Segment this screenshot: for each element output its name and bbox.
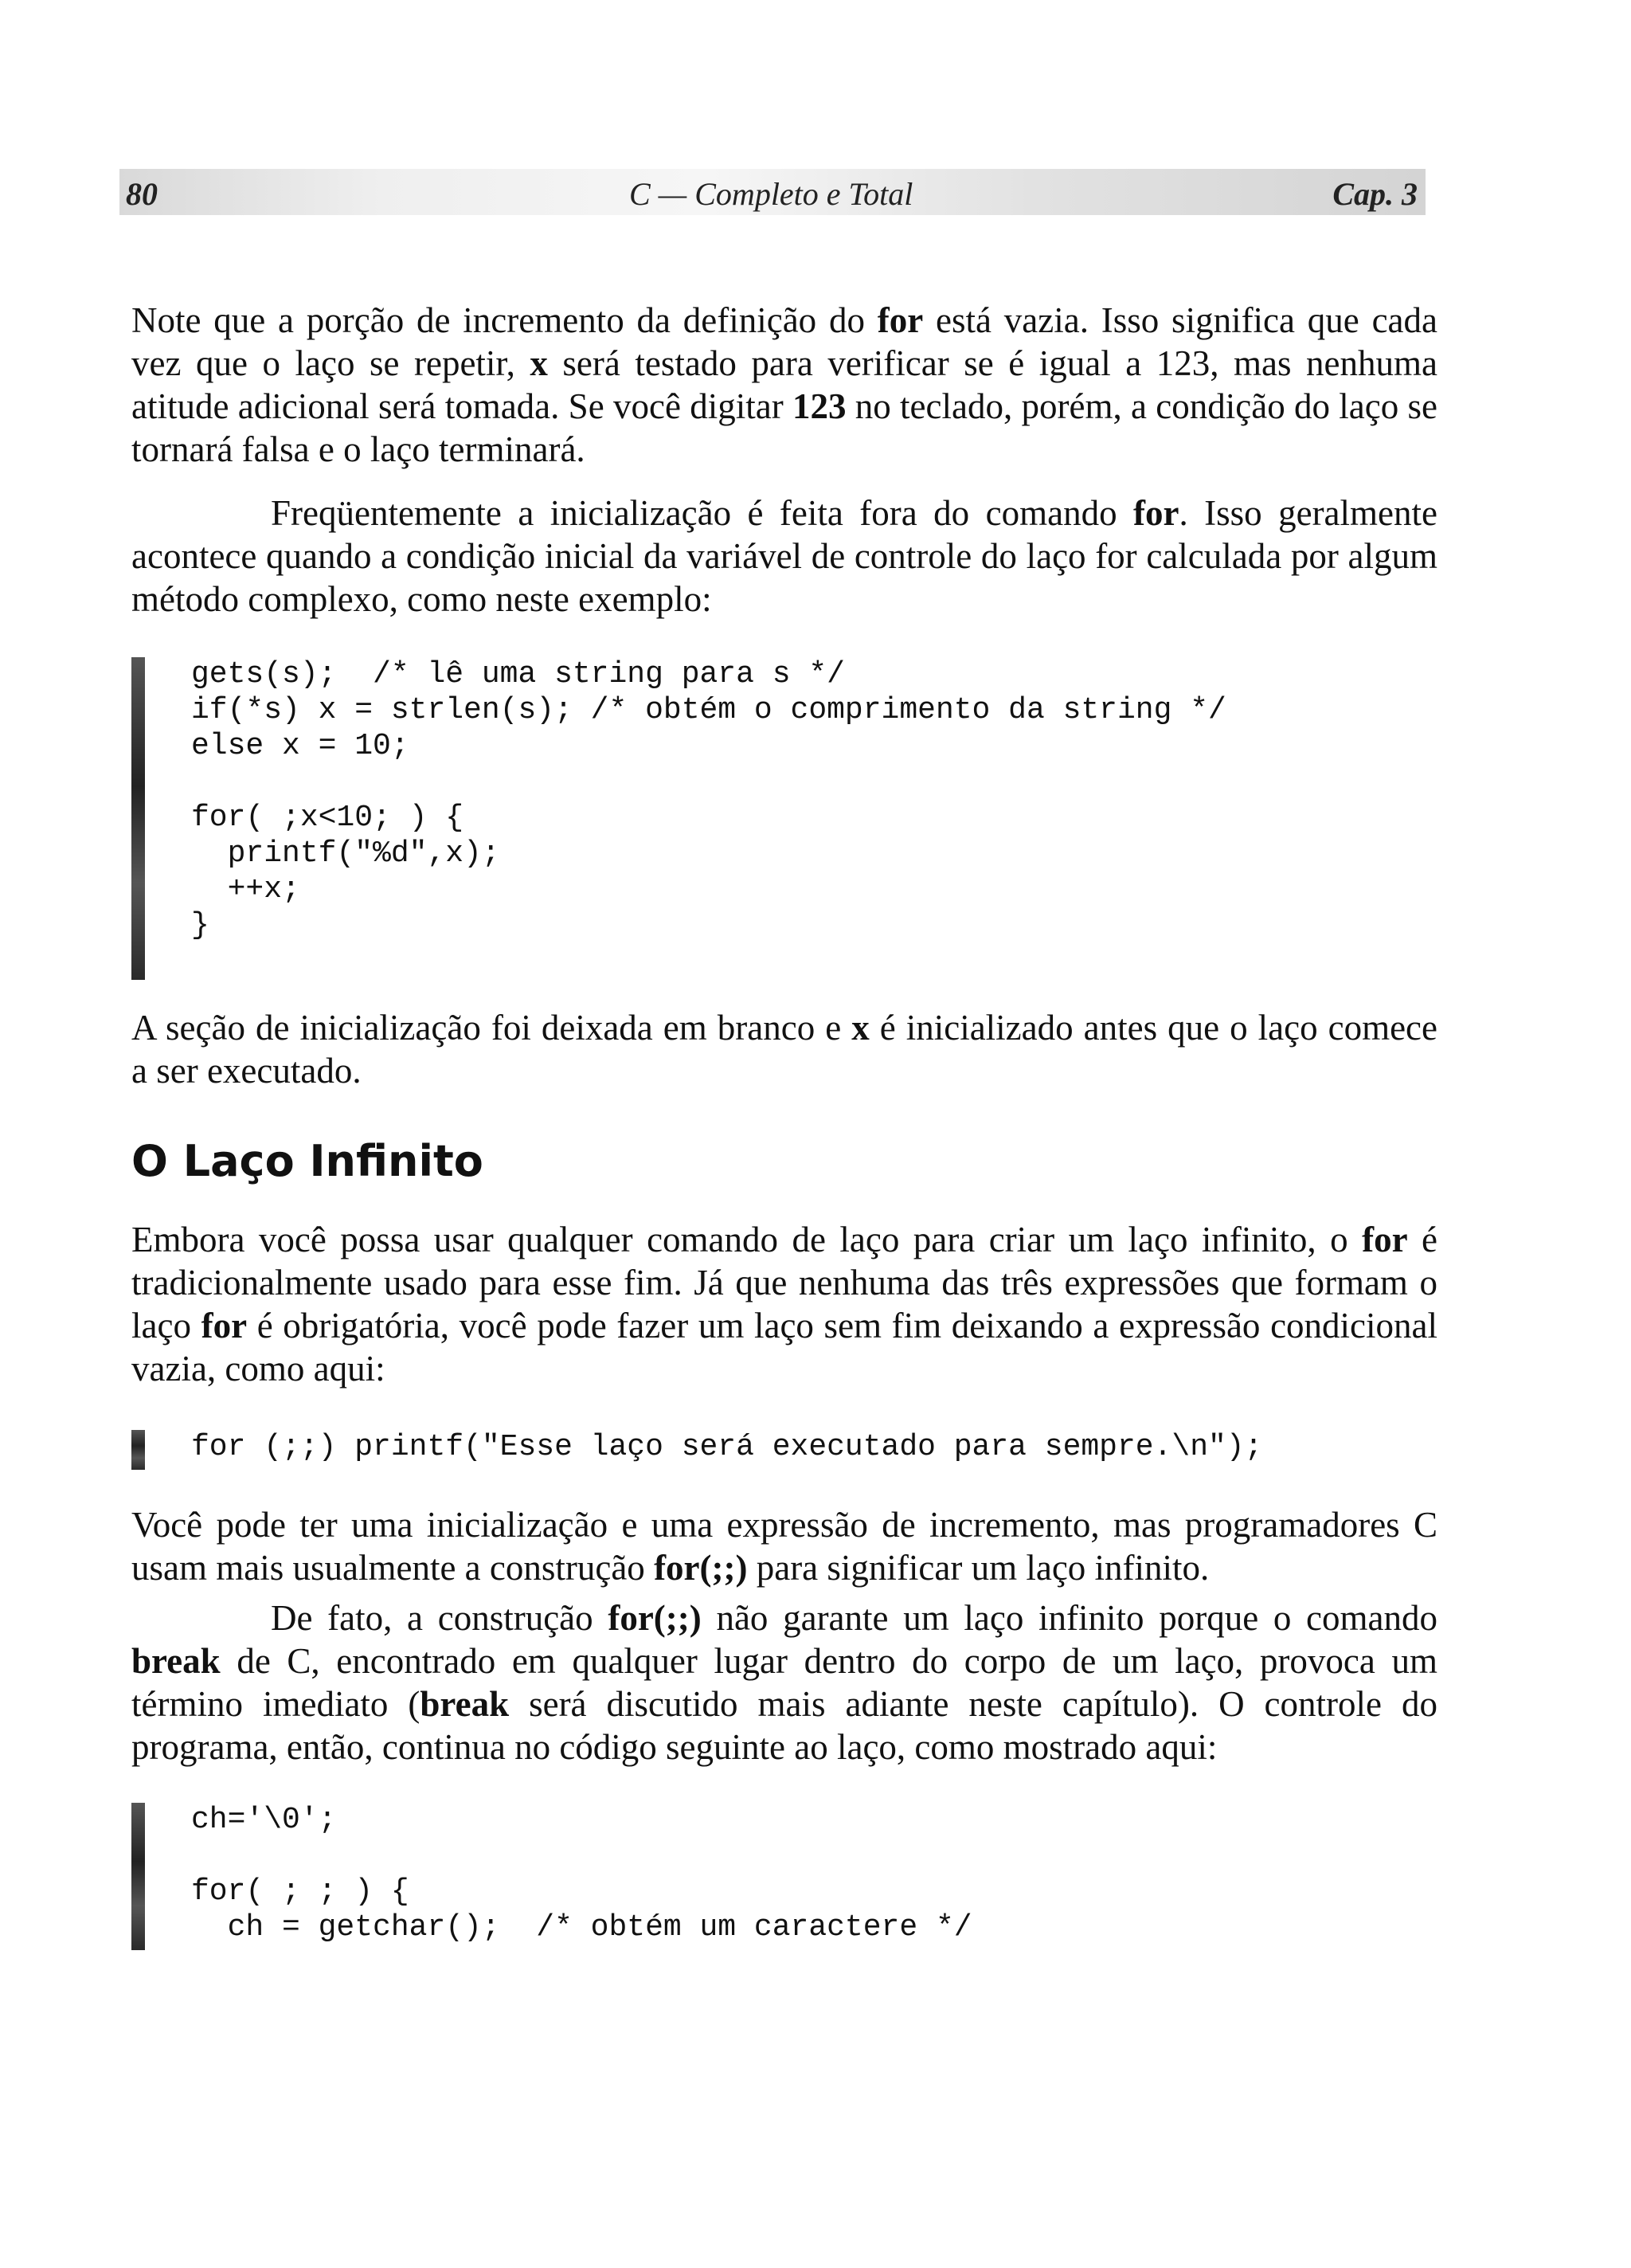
text-run: De fato, a construção <box>271 1598 608 1638</box>
bold-text-run: for <box>1362 1220 1408 1259</box>
running-header <box>119 169 1426 215</box>
code-margin-bar <box>131 1430 145 1470</box>
chapter-label: Cap. 3 <box>1332 176 1418 212</box>
text-run: de C, encontrado em qualquer lugar dentro do corpo de um laço, provoca um término imediato ( <box>131 1641 1437 1724</box>
bold-text-run: break <box>420 1684 510 1724</box>
bold-text-run: for(;;) <box>654 1548 748 1588</box>
section-heading: O Laço Infinito <box>131 1136 483 1186</box>
text-run: será discutido mais adiante neste capítulo). O controle do programa, então, continua no código seguinte ao laço, como mostrado aqui: <box>131 1684 1437 1767</box>
bold-text-run: for <box>877 300 924 340</box>
text-run: Embora você possa usar qualquer comando de laço para criar um laço infinito, o <box>131 1220 1363 1259</box>
bold-text-run: x <box>530 343 548 383</box>
code-line: if(*s) x = strlen(s); /* obtém o comprimento da string */ <box>191 693 1226 727</box>
code-line: for( ; ; ) { <box>191 1874 409 1909</box>
code-line: for (;;) printf("Esse laço será executado para sempre.\n"); <box>191 1430 1263 1464</box>
paragraph <box>131 492 1437 621</box>
text-run: Você pode ter uma inicialização e uma expressão de incremento, mas programadores C usam mais usualmente a construção <box>131 1505 1437 1588</box>
code-line: ch = getchar(); /* obtém um caractere */ <box>191 1910 972 1945</box>
text-run: Freqüentemente a inicialização é feita fora do comando <box>271 493 1133 533</box>
code-margin-bar <box>131 1803 145 1950</box>
bold-text-run: 123 <box>792 386 847 426</box>
text-run: está vazia. Isso significa que cada vez que o laço se repetir, <box>131 300 1437 383</box>
code-block <box>131 1430 1437 1470</box>
book-title: C — Completo e Total <box>629 176 913 212</box>
paragraph <box>131 1596 1437 1769</box>
paragraph <box>131 1218 1437 1390</box>
paragraph <box>131 299 1437 471</box>
text-run: A seção de inicialização foi deixada em branco e <box>131 1008 852 1048</box>
text-run: . Isso geralmente acontece quando a condição inicial da variável de controle do laço for calculada por algum método complexo, como neste exemplo: <box>131 493 1437 619</box>
code-line: for( ;x<10; ) { <box>191 801 464 835</box>
page-number: 80 <box>126 176 158 212</box>
code-line: } <box>191 908 209 942</box>
bold-text-run: for(;;) <box>608 1598 702 1638</box>
code-line: else x = 10; <box>191 729 409 763</box>
paragraph <box>131 1503 1437 1589</box>
text-run: é obrigatória, você pode fazer um laço sem fim deixando a expressão condicional vazia, como aqui: <box>131 1306 1437 1389</box>
code-line: ch='\0'; <box>191 1803 337 1837</box>
code-line: printf("%d",x); <box>191 836 500 871</box>
text-run: no teclado, porém, a condição do laço se tornará falsa e o laço terminará. <box>131 386 1437 469</box>
code-margin-bar <box>131 657 145 980</box>
text-run: será testado para verificar se é igual a 123, mas nenhuma atitude adicional será tomada. Se você digitar <box>131 343 1437 426</box>
code-block <box>131 657 1437 980</box>
code-line: gets(s); /* lê uma string para s */ <box>191 657 845 691</box>
bold-text-run: x <box>851 1008 870 1048</box>
text-run: para significar um laço infinito. <box>747 1548 1210 1588</box>
text-run: é inicializado antes que o laço comece a ser executado. <box>131 1008 1437 1091</box>
bold-text-run: for <box>1133 493 1179 533</box>
text-run: é tradicionalmente usado para esse fim. Já que nenhuma das três expressões que formam o laço <box>131 1220 1437 1346</box>
text-run: Note que a porção de incremento da definição do <box>131 300 878 340</box>
code-line: ++x; <box>191 872 300 907</box>
bold-text-run: break <box>131 1641 221 1681</box>
code-block <box>131 1803 1437 1950</box>
paragraph <box>131 1006 1437 1092</box>
text-run: não garante um laço infinito porque o comando <box>701 1598 1438 1638</box>
bold-text-run: for <box>201 1306 248 1346</box>
